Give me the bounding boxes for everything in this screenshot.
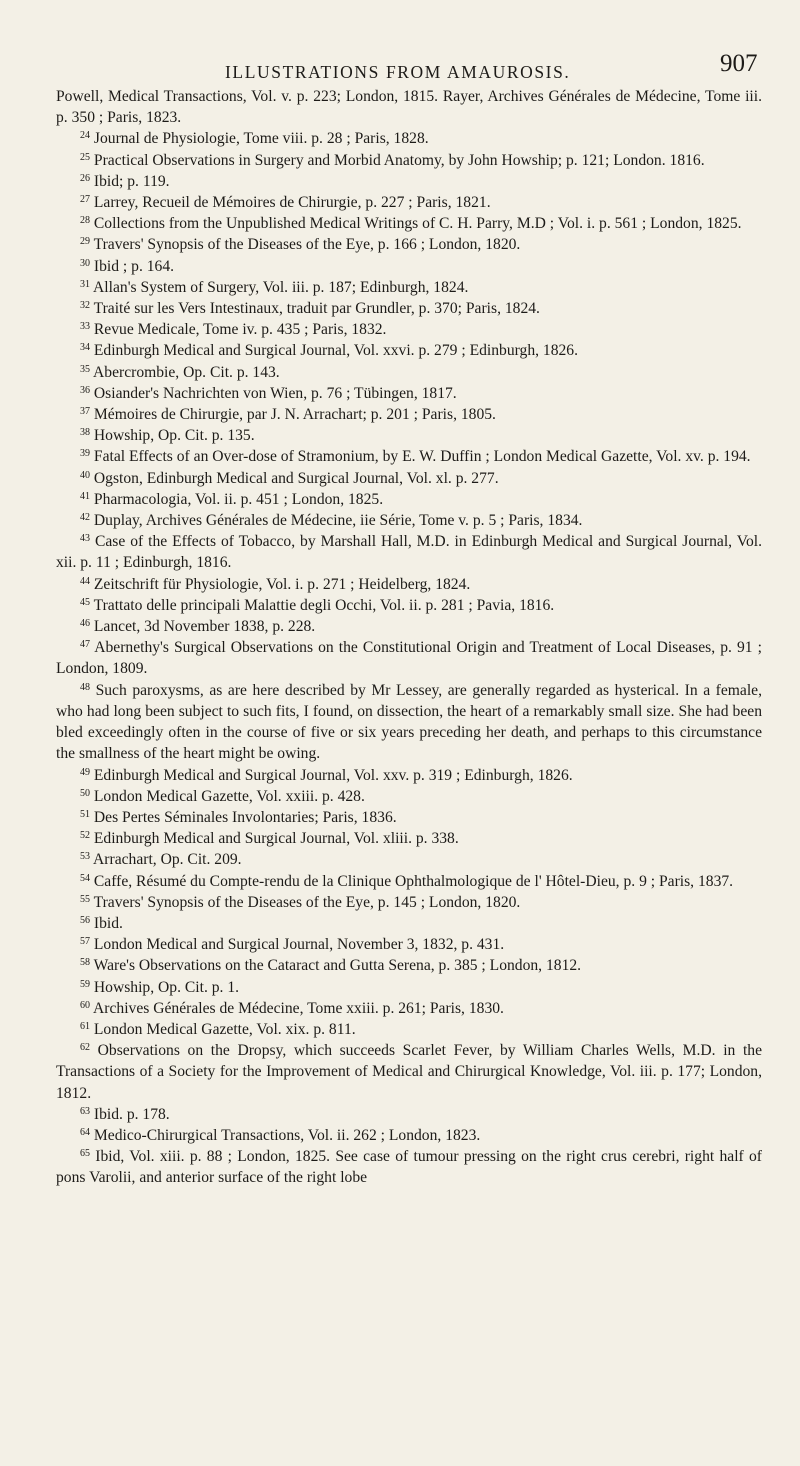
- footnote: [56, 468, 762, 489]
- footnote-number: 48: [80, 681, 90, 693]
- footnote-number: 59: [80, 978, 90, 990]
- footnote-text: Revue Medicale, Tome iv. p. 435 ; Paris, 1832.: [93, 321, 387, 339]
- footnote-number: 47: [80, 639, 90, 651]
- footnote-text: Duplay, Archives Générales de Médecine, iie Série, Tome v. p. 5 ; Paris, 1834.: [93, 512, 583, 530]
- footnote-text: Allan's System of Surgery, Vol. iii. p. 187; Edinburgh, 1824.: [93, 278, 469, 296]
- footnote-text: Ibid.: [93, 914, 123, 932]
- footnote: [56, 362, 762, 383]
- footnote-text: Howship, Op. Cit. p. 135.: [93, 427, 255, 445]
- footnote: [56, 446, 762, 467]
- footnote-number: 26: [80, 172, 90, 184]
- footnote-number: 53: [80, 851, 90, 863]
- footnote-number: 40: [80, 469, 90, 481]
- footnote: [56, 680, 762, 765]
- footnote-text: Ibid ; p. 164.: [93, 257, 175, 275]
- footnote: [56, 383, 762, 404]
- footnote: [56, 807, 762, 828]
- footnote: [56, 1146, 762, 1188]
- footnote-text: Des Pertes Séminales Involontaries; Paris, 1836.: [93, 808, 397, 826]
- footnote: [56, 913, 762, 934]
- footnote-number: 41: [80, 490, 90, 502]
- footnote: [56, 616, 762, 637]
- footnote-number: 42: [80, 512, 90, 524]
- running-head-title: ILLUSTRATIONS FROM AMAUROSIS.: [225, 62, 571, 82]
- footnote: [56, 1104, 762, 1125]
- footnote: [56, 256, 762, 277]
- footnote-number: 54: [80, 872, 90, 884]
- footnote-number: 63: [80, 1105, 90, 1117]
- footnote-text: London Medical Gazette, Vol. xix. p. 811.: [93, 1020, 356, 1038]
- footnote-text: London Medical and Surgical Journal, November 3, 1832, p. 431.: [93, 936, 505, 954]
- footnote-text: Medico-Chirurgical Transactions, Vol. ii. 262 ; London, 1823.: [93, 1126, 481, 1144]
- footnote: [56, 828, 762, 849]
- footnote-number: 51: [80, 808, 90, 820]
- footnote: [56, 786, 762, 807]
- footnote: [56, 425, 762, 446]
- footnote-number: 34: [80, 342, 90, 354]
- footnote-number: 24: [80, 130, 90, 142]
- footnote: [56, 213, 762, 234]
- footnote-text: Abernethy's Surgical Observations on the Constitutional Origin and Treatment of Local Diseases, p. 91 ; London, 1809.: [56, 639, 762, 678]
- footnote-list: [56, 86, 762, 1189]
- footnote: [56, 765, 762, 786]
- footnote-text: Zeitschrift für Physiologie, Vol. i. p. 271 ; Heidelberg, 1824.: [93, 575, 471, 593]
- footnote-text: Lancet, 3d November 1838, p. 228.: [93, 618, 316, 636]
- footnote-text: Ibid; p. 119.: [93, 172, 170, 190]
- footnote-text: Ibid. p. 178.: [93, 1105, 170, 1123]
- footnote-number: 60: [80, 999, 90, 1011]
- footnote-text: Fatal Effects of an Over-dose of Stramonium, by E. W. Duffin ; London Medical Gazette, Vol. xv. p. 194.: [93, 448, 751, 466]
- footnote: [56, 128, 762, 149]
- footnote-text: Collections from the Unpublished Medical Writings of C. H. Parry, M.D ; Vol. i. p. 561 ; London, 1825.: [93, 215, 742, 233]
- footnote: [56, 998, 762, 1019]
- footnote-text: Observations on the Dropsy, which succeeds Scarlet Fever, by William Charles Wells, M.D. in the Transactions of a Society for the Improvement of Medical and Chirurgical Knowledge, Vol. iii. p. 177; London, 1812.: [56, 1042, 763, 1102]
- footnote-number: 61: [80, 1020, 90, 1032]
- footnote-number: 28: [80, 215, 90, 227]
- footnote-text: Case of the Effects of Tobacco, by Marshall Hall, M.D. in Edinburgh Medical and Surgical Journal, Vol. xii. p. 11 ; Edinburgh, 1816.: [56, 533, 762, 572]
- footnote-number: 64: [80, 1126, 90, 1138]
- footnote-text: Abercrombie, Op. Cit. p. 143.: [93, 363, 280, 381]
- footnote-text: Ogston, Edinburgh Medical and Surgical Journal, Vol. xl. p. 277.: [93, 469, 499, 487]
- footnote: [56, 277, 762, 298]
- footnote-text: Pharmacologia, Vol. ii. p. 451 ; London, 1825.: [93, 490, 384, 508]
- footnote-number: 25: [80, 151, 90, 163]
- footnote-text: Archives Générales de Médecine, Tome xxiii. p. 261; Paris, 1830.: [93, 999, 504, 1017]
- footnote: [56, 298, 762, 319]
- footnote-number: 35: [80, 363, 90, 375]
- footnote-number: 55: [80, 893, 90, 905]
- footnote: [56, 510, 762, 531]
- footnote: [56, 934, 762, 955]
- footnote-number: 57: [80, 936, 90, 948]
- footnote-text: Howship, Op. Cit. p. 1.: [93, 978, 240, 996]
- footnote: [56, 489, 762, 510]
- footnote: [56, 574, 762, 595]
- footnote-text: Caffe, Résumé du Compte-rendu de la Clinique Ophthalmologique de l' Hôtel-Dieu, p. 9 ; Paris, 1837.: [93, 872, 734, 890]
- footnote-text: Journal de Physiologie, Tome viii. p. 28 ; Paris, 1828.: [93, 130, 429, 148]
- footnote: [56, 319, 762, 340]
- footnote-number: 45: [80, 596, 90, 608]
- footnote: [56, 637, 762, 679]
- footnote-number: 46: [80, 618, 90, 630]
- footnote-number: 36: [80, 384, 90, 396]
- footnote-text: Mémoires de Chirurgie, par J. N. Arrachart; p. 201 ; Paris, 1805.: [93, 406, 496, 424]
- footnote: [56, 404, 762, 425]
- footnote-text: Such paroxysms, as are here described by Mr Lessey, are generally regarded as hysterical. In a female, who had long been subject to such fits, I found, on dissection, the heart of a remarkably small size. She had been bled exceedingly often in the course of five or six years preceding her death, and perhaps to this circumstance the smallness of the heart might be owing.: [56, 681, 763, 763]
- footnote: [56, 871, 762, 892]
- footnote-text: Arrachart, Op. Cit. 209.: [93, 851, 242, 869]
- footnote-number: 50: [80, 787, 90, 799]
- footnote: [56, 849, 762, 870]
- footnote-number: 38: [80, 427, 90, 439]
- page-number: 907: [720, 50, 758, 77]
- footnote-text: Osiander's Nachrichten von Wien, p. 76 ; Tübingen, 1817.: [93, 384, 457, 402]
- footnote: [56, 150, 762, 171]
- footnote-number: 32: [80, 300, 90, 312]
- footnote: [56, 1040, 762, 1104]
- footnote-number: 39: [80, 448, 90, 460]
- footnote-number: 49: [80, 766, 90, 778]
- footnote: [56, 977, 762, 998]
- footnote: [56, 595, 762, 616]
- footnote-text: Traité sur les Vers Intestinaux, traduit par Grundler, p. 370; Paris, 1824.: [93, 300, 540, 318]
- footnote-text: London Medical Gazette, Vol. xxiii. p. 428.: [93, 787, 365, 805]
- footnote-number: 29: [80, 236, 90, 248]
- footnote: [56, 531, 762, 573]
- footnote-number: 44: [80, 575, 90, 587]
- footnote-text: Edinburgh Medical and Surgical Journal, Vol. xliii. p. 338.: [93, 830, 459, 848]
- footnote-number: 58: [80, 957, 90, 969]
- footnote: [56, 234, 762, 255]
- footnote: [56, 192, 762, 213]
- footnote-text: Larrey, Recueil de Mémoires de Chirurgie, p. 227 ; Paris, 1821.: [93, 194, 491, 212]
- footnote: [56, 171, 762, 192]
- footnote-text: Travers' Synopsis of the Diseases of the Eye, p. 166 ; London, 1820.: [93, 236, 521, 254]
- footnote: [56, 340, 762, 361]
- footnote: [56, 892, 762, 913]
- running-head: [0, 46, 800, 86]
- footnote-number: 65: [80, 1148, 90, 1160]
- continued-note: Powell, Medical Transactions, Vol. v. p. 223; London, 1815. Rayer, Archives Générales de Médecine, Tome iii. p. 350 ; Paris, 1823.: [56, 88, 762, 127]
- footnote-number: 27: [80, 194, 90, 206]
- footnote-text: Edinburgh Medical and Surgical Journal, Vol. xxv. p. 319 ; Edinburgh, 1826.: [93, 766, 573, 784]
- footnote: [56, 1019, 762, 1040]
- footnote-number: 56: [80, 914, 90, 926]
- footnote-number: 33: [80, 321, 90, 333]
- footnote-number: 31: [80, 278, 90, 290]
- footnote-text: Travers' Synopsis of the Diseases of the Eye, p. 145 ; London, 1820.: [93, 893, 521, 911]
- footnote-text: Trattato delle principali Malattie degli Occhi, Vol. ii. p. 281 ; Pavia, 1816.: [93, 596, 555, 614]
- footnote-number: 30: [80, 257, 90, 269]
- footnote-text: Practical Observations in Surgery and Morbid Anatomy, by John Howship; p. 121; London. 1816.: [93, 151, 705, 169]
- footnote-text: Ibid, Vol. xiii. p. 88 ; London, 1825. See case of tumour pressing on the right crus cerebri, right half of pons Varolii, and anterior surface of the right lobe: [56, 1148, 762, 1187]
- footnote-text: Ware's Observations on the Cataract and Gutta Serena, p. 385 ; London, 1812.: [93, 957, 582, 975]
- footnote: [56, 1125, 762, 1146]
- footnote-number: 62: [80, 1042, 90, 1054]
- footnote-number: 43: [80, 533, 90, 545]
- footnote: [56, 955, 762, 976]
- footnote-number: 37: [80, 406, 90, 418]
- footnote-number: 52: [80, 830, 90, 842]
- footnote-text: Edinburgh Medical and Surgical Journal, Vol. xxvi. p. 279 ; Edinburgh, 1826.: [93, 342, 579, 360]
